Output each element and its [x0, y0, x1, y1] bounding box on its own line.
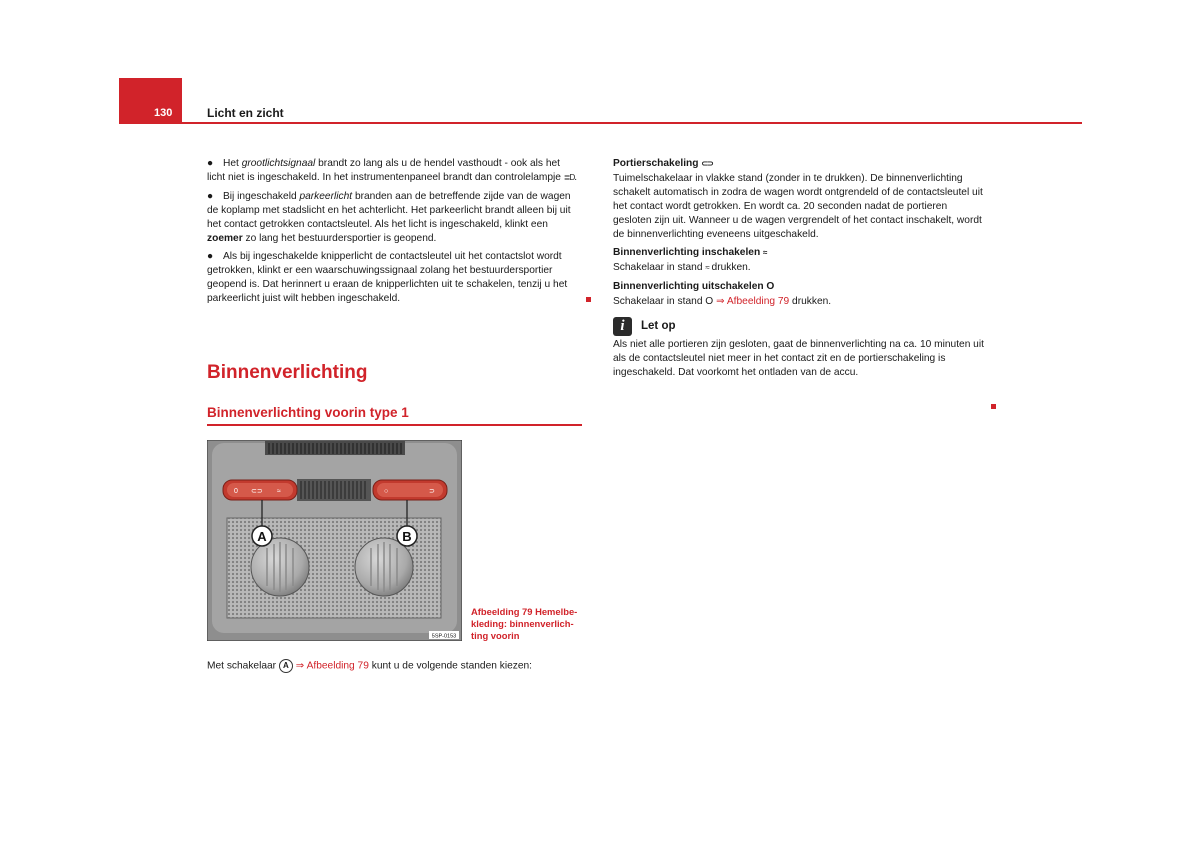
figure-roof-lining-lights — [207, 440, 462, 641]
switch-b — [373, 480, 447, 500]
switch-a-intro: Met schakelaar A ⇒ Afbeelding 79 kunt u de volgende standen kiezen: — [207, 660, 533, 672]
switch-a-reference: A — [279, 659, 293, 673]
figure-illustration — [207, 440, 462, 641]
page-number: 130 — [154, 107, 173, 119]
portierschakeling-body: Tuimelschakelaar in vlakke stand (zonder in te drukken). De binnenverlichting schakelt automatisch in zodra de wagen wordt ontgrendeld of de contactsleutel uit het contact wordt getrokken. En wordt ca. 20 seconden nadat de portieren gesloten zijn uit. Wanneer u de wagen vergrendelt of het contact inschakelt, wordt de binnenverlichting eveneens uitgeschakeld. — [613, 172, 983, 240]
light-on-icon: ≈ — [763, 248, 767, 258]
bullet-high-beam: ● Het grootlichtsignaal brandt zo lang als u de hendel vasthoudt - ook als het licht niet is ingeschakeld. In het instrumentenpaneel brandt dan controlelampje ≣D. — [207, 158, 578, 183]
bullet-dot: ● — [207, 158, 214, 169]
bullet-parking-light: ● Bij ingeschakeld parkeerlicht branden aan de betreffende zijde van de wagen de koplamp met stadslicht en het achterlicht. Het parkeerlicht brandt alleen bij uit het contact getrokken contactsleutel. Als het licht is ingeschakeld, klinkt een zoemer zo lang het bestuurdersportier is geopend. — [207, 190, 571, 244]
inschakelen-body: Schakelaar in stand ≈ drukken. — [613, 262, 751, 274]
section-end-mark — [586, 297, 591, 302]
bullet-dot: ● — [207, 190, 214, 202]
subheading-rule — [207, 424, 582, 426]
running-header: Licht en zicht — [207, 106, 284, 120]
heading-binnenverlichting: Binnenverlichting — [207, 362, 368, 383]
middle-vent — [297, 479, 371, 501]
note-title: Let op — [641, 320, 676, 333]
section-end-mark — [991, 404, 996, 409]
page-number-box — [119, 78, 182, 124]
figure-79-link[interactable]: ⇒ Afbeelding 79 — [716, 296, 790, 308]
uitschakelen-body: Schakelaar in stand O ⇒ Afbeelding 79 drukken. — [613, 296, 832, 308]
light-on-icon: ≈ — [705, 263, 709, 273]
heading-binnenverlichting-type1: Binnenverlichting voorin type 1 — [207, 405, 409, 420]
left-column-bullets — [207, 157, 579, 311]
heading-portierschakeling: Portierschakeling ⊂⊃ — [613, 158, 713, 169]
high-beam-icon: ≣D — [563, 172, 575, 182]
header-rule — [119, 122, 1082, 124]
figure-79-link[interactable]: ⇒ Afbeelding 79 — [295, 660, 369, 672]
right-column — [613, 157, 988, 385]
switch-a-label-0: 0 — [234, 488, 238, 495]
door-contact-icon: ⊂⊃ — [701, 159, 713, 168]
switch-b-label-left: ○ — [384, 488, 389, 495]
note-body: Als niet alle portieren zijn gesloten, gaat de binnenverlichting na ca. 10 minuten uit als de contactsleutel niet meer in het contact zit en de portierschakeling is ingeschakeld. Dat voorkomt het ontladen van de accu. — [613, 339, 984, 378]
callout-label-a: A — [257, 529, 267, 544]
switch-a — [223, 480, 297, 500]
switch-a-label-on: ≈ — [277, 488, 281, 495]
figure-code: 5SP-0153 — [431, 633, 457, 640]
info-icon: i — [613, 317, 632, 336]
switch-a-label-door: ⊂⊃ — [251, 488, 263, 495]
heading-inschakelen: Binnenverlichting inschakelen ≈ — [613, 247, 767, 259]
bullet-turn-signal: ● Als bij ingeschakelde knipperlicht de contactsleutel uit het contactslot wordt getrokken, klinkt er een waarschuwingssignaal zolang het bestuurdersportier geopend is. Dat herinnert u eraan de knipperlichten uit te schakelen, tenzij u het parkeerlicht juist wilt hebben ingeschakeld. — [207, 250, 579, 306]
heading-uitschakelen: Binnenverlichting uitschakelen O — [613, 281, 775, 293]
switch-b-label-right: ⊃ — [429, 488, 435, 495]
figure-caption: Afbeelding 79 Hemelbekleding: binnenverlichting voorin — [471, 606, 578, 641]
note-let-op — [613, 317, 988, 380]
top-vent — [265, 441, 405, 455]
bullet-dot: ● — [207, 251, 214, 263]
callout-label-b: B — [402, 529, 412, 544]
